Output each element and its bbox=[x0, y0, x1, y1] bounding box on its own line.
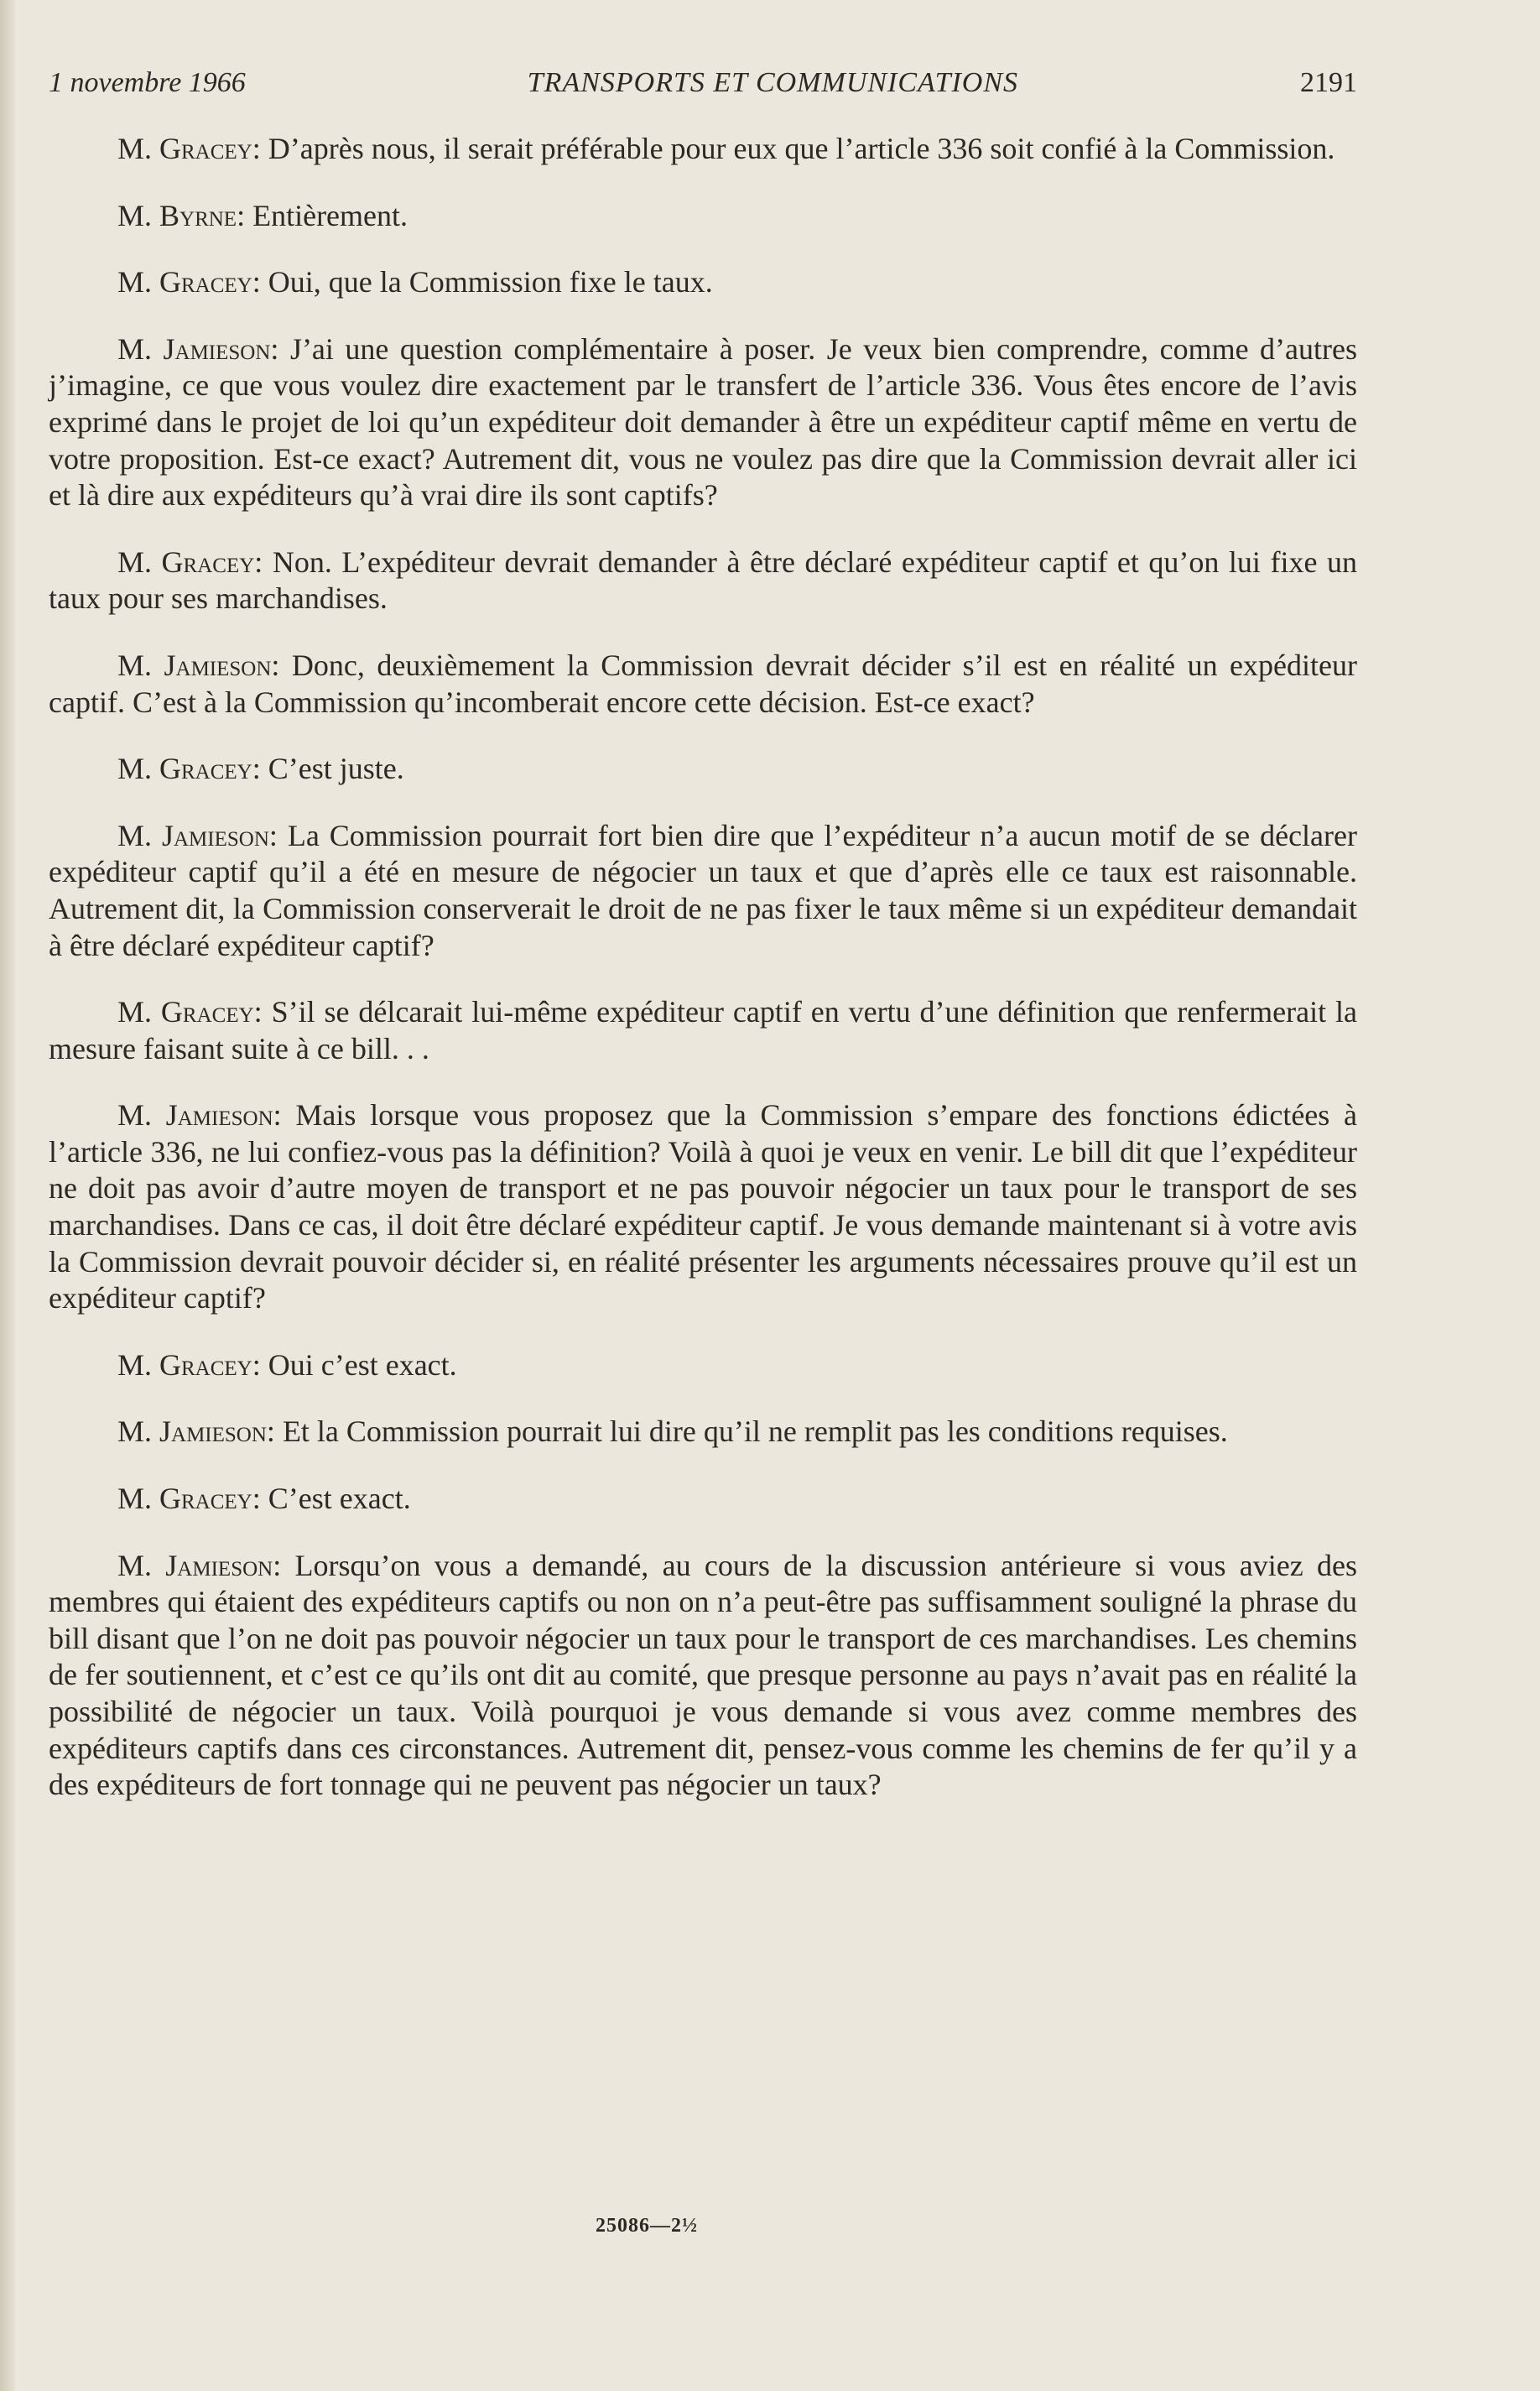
transcript-paragraph: M. Jamieson: Donc, deuxièmement la Commission devrait décider s’il est en réalité un expéditeur captif. C’est à la Commission qu’incomberait encore cette décision. Est-ce exact? bbox=[49, 648, 1357, 719]
speech-text: Lorsqu’on vous a demandé, au cours de la discussion antérieure si vous aviez des membres qui étaient des expéditeurs captifs ou non on n’a peut-être pas suffisamment souligné la phrase du bill disant que l’on ne doit pas pouvoir négocier un taux pour le transport de ces marchandises. Les chemins de fer soutiennent, et c’est ce qu’ils ont dit au comité, que presque personne au pays n’avait pas en réalité la possibilité de négocier un taux. Voilà pourquoi je vous demande si vous avez comme membres des expéditeurs captifs dans ces circonstances. Autrement dit, pensez-vous comme les chemins de fer qu’il y a des expéditeurs de fort tonnage qui ne peuvent pas négocier un taux? bbox=[49, 1548, 1357, 1802]
speech-text: J’ai une question complémentaire à poser. Je veux bien comprendre, comme d’autres j’imagine, ce que vous voulez dire exactement par le transfert de l’article 336. Vous êtes encore de l’avis exprimé dans le projet de loi qu’un expéditeur doit demander à être un expéditeur captif même en vertu de votre proposition. Est-ce exact? Autrement dit, vous ne voulez pas dire que la Commission devrait aller ici et là dire aux expéditeurs qu’à vrai dire ils sont captifs? bbox=[49, 331, 1358, 513]
page-binding-edge bbox=[0, 0, 15, 2391]
transcript-paragraph: M. Jamieson: Et la Commission pourrait lui dire qu’il ne remplit pas les conditions requises. bbox=[117, 1414, 1228, 1449]
speech-text: Donc, deuxièmement la Commission devrait décider s’il est en réalité un expéditeur captif. C’est à la Commission qu’incomberait encore cette décision. Est-ce exact? bbox=[49, 648, 1357, 719]
speech-text: La Commission pourrait fort bien dire que l’expéditeur n’a aucun motif de se déclarer expéditeur captif qu’il a été en mesure de négocier un taux et que d’après elle ce taux est raisonnable. Autrement dit, la Commission conserverait le droit de ne pas fixer le taux même si un expéditeur demandait à être déclaré expéditeur captif? bbox=[49, 818, 1357, 962]
header-title: TRANSPORTS ET COMMUNICATIONS bbox=[527, 67, 1019, 98]
speech-text: Oui c’est exact. bbox=[268, 1347, 457, 1382]
speaker-name: M. Jamieson bbox=[117, 331, 271, 366]
speaker-name: M. Gracey bbox=[117, 265, 252, 300]
speaker-name: M. Jamieson bbox=[117, 1098, 273, 1133]
transcript-paragraph: M. Gracey: Non. L’expéditeur devrait demander à être déclaré expéditeur captif et qu’on lui fixe un taux pour ses marchandises. bbox=[49, 544, 1357, 616]
speaker-name: M. Jamieson bbox=[117, 1414, 267, 1449]
transcript-paragraph: M. Jamieson: Lorsqu’on vous a demandé, au cours de la discussion antérieure si vous aviez des membres qui étaient des expéditeurs captifs ou non on n’a peut-être pas suffisamment souligné la phrase du bill disant que l’on ne doit pas pouvoir négocier un taux pour le transport de ces marchandises. Les chemins de fer soutiennent, et c’est ce qu’ils ont dit au comité, que presque personne au pays n’avait pas en réalité la possibilité de négocier un taux. Voilà pourquoi je vous demande si vous avez comme membres des expéditeurs captifs dans ces circonstances. Autrement dit, pensez-vous comme les chemins de fer qu’il y a des expéditeurs de fort tonnage qui ne peuvent pas négocier un taux? bbox=[49, 1548, 1357, 1802]
transcript-paragraph: M. Gracey: S’il se délcarait lui-même expéditeur captif en vertu d’une définition que renfermerait la mesure faisant suite à ce bill. . . bbox=[49, 995, 1357, 1065]
transcript-paragraph: M. Gracey: Oui, que la Commission fixe le taux. bbox=[117, 265, 713, 300]
transcript-paragraph: M. Gracey: D’après nous, il serait préférable pour eux que l’article 336 soit confié à la Commission. bbox=[117, 132, 1335, 165]
header-date: 1 novembre 1966 bbox=[49, 67, 246, 98]
speaker-name: M. Gracey bbox=[117, 1482, 252, 1516]
transcript-paragraph: M. Gracey: C’est juste. bbox=[117, 752, 404, 786]
speech-text: Mais lorsque vous proposez que la Commission s’empare des fonctions édictées à l’article 336, ne lui confiez-vous pas la définition? Voilà à quoi je veux en venir. Le bill dit que l’expéditeur ne doit pas avoir d’autre moyen de transport et ne pas pouvoir négocier un taux pour le transport de ses marchandises. Dans ce cas, il doit être déclaré expéditeur captif. Je vous demande maintenant si à votre avis la Commission devrait pouvoir décider si, en réalité présenter les arguments nécessaires prouve qu’il est un expéditeur captif? bbox=[49, 1098, 1357, 1315]
running-header bbox=[49, 67, 1357, 114]
speaker-name: M. Gracey bbox=[117, 1347, 252, 1382]
speaker-name: M. Jamieson bbox=[117, 648, 272, 682]
speech-text: Non. L’expéditeur devrait demander à être déclaré expéditeur captif et qu’on lui fixe un taux pour ses marchandises. bbox=[49, 544, 1357, 616]
speaker-name: M. Jamieson bbox=[117, 1548, 273, 1582]
transcript-paragraph: M. Jamieson: Mais lorsque vous proposez que la Commission s’empare des fonctions édictées à l’article 336, ne lui confiez-vous pas la définition? Voilà à quoi je veux en venir. Le bill dit que l’expéditeur ne doit pas avoir d’autre moyen de transport et ne pas pouvoir négocier un taux pour le transport de ses marchandises. Dans ce cas, il doit être déclaré expéditeur captif. Je vous demande maintenant si à votre avis la Commission devrait pouvoir décider si, en réalité présenter les arguments nécessaires prouve qu’il est un expéditeur captif? bbox=[49, 1098, 1357, 1315]
transcript-paragraph: M. Gracey: Oui c’est exact. bbox=[117, 1347, 457, 1382]
speaker-name: M. Gracey bbox=[117, 995, 254, 1029]
speech-text: C’est juste. bbox=[268, 752, 404, 786]
speech-text: Oui, que la Commission fixe le taux. bbox=[268, 265, 713, 300]
signature-code: 25086—2½ bbox=[596, 2215, 698, 2237]
page-number: 2191 bbox=[1300, 67, 1357, 98]
speech-text: Entièrement. bbox=[252, 198, 408, 232]
speech-text: D’après nous, il serait préférable pour eux que l’article 336 soit confié à la Commission. bbox=[268, 132, 1335, 165]
transcript-paragraph: M. Jamieson: J’ai une question complémentaire à poser. Je veux bien comprendre, comme d’autres j’imagine, ce que vous voulez dire exactement par le transfert de l’article 336. Vous êtes encore de l’avis exprimé dans le projet de loi qu’un expéditeur doit demander à être un expéditeur captif même en vertu de votre proposition. Est-ce exact? Autrement dit, vous ne voulez pas dire que la Commission devrait aller ici et là dire aux expéditeurs qu’à vrai dire ils sont captifs? bbox=[49, 331, 1358, 513]
speaker-name: M. Gracey bbox=[117, 752, 252, 786]
speaker-name: M. Byrne bbox=[117, 198, 237, 232]
speech-text: C’est exact. bbox=[268, 1482, 411, 1516]
transcript-paragraph: M. Gracey: C’est exact. bbox=[117, 1482, 411, 1516]
transcript-paragraph: M. Byrne: Entièrement. bbox=[117, 198, 408, 232]
document-page bbox=[49, 67, 1357, 1834]
transcript-body bbox=[49, 131, 1357, 1804]
speaker-name: M. Jamieson bbox=[117, 818, 269, 852]
speaker-name: M. Gracey bbox=[117, 544, 255, 579]
transcript-paragraph: M. Jamieson: La Commission pourrait fort bien dire que l’expéditeur n’a aucun motif de se déclarer expéditeur captif qu’il a été en mesure de négocier un taux et que d’après elle ce taux est raisonnable. Autrement dit, la Commission conserverait le droit de ne pas fixer le taux même si un expéditeur demandait à être déclaré expéditeur captif? bbox=[49, 818, 1357, 962]
speech-text: Et la Commission pourrait lui dire qu’il ne remplit pas les conditions requises. bbox=[282, 1414, 1228, 1449]
speaker-name: M. Gracey bbox=[117, 132, 252, 165]
speech-text: S’il se délcarait lui-même expéditeur captif en vertu d’une définition que renfermerait la mesure faisant suite à ce bill. . . bbox=[49, 995, 1357, 1065]
